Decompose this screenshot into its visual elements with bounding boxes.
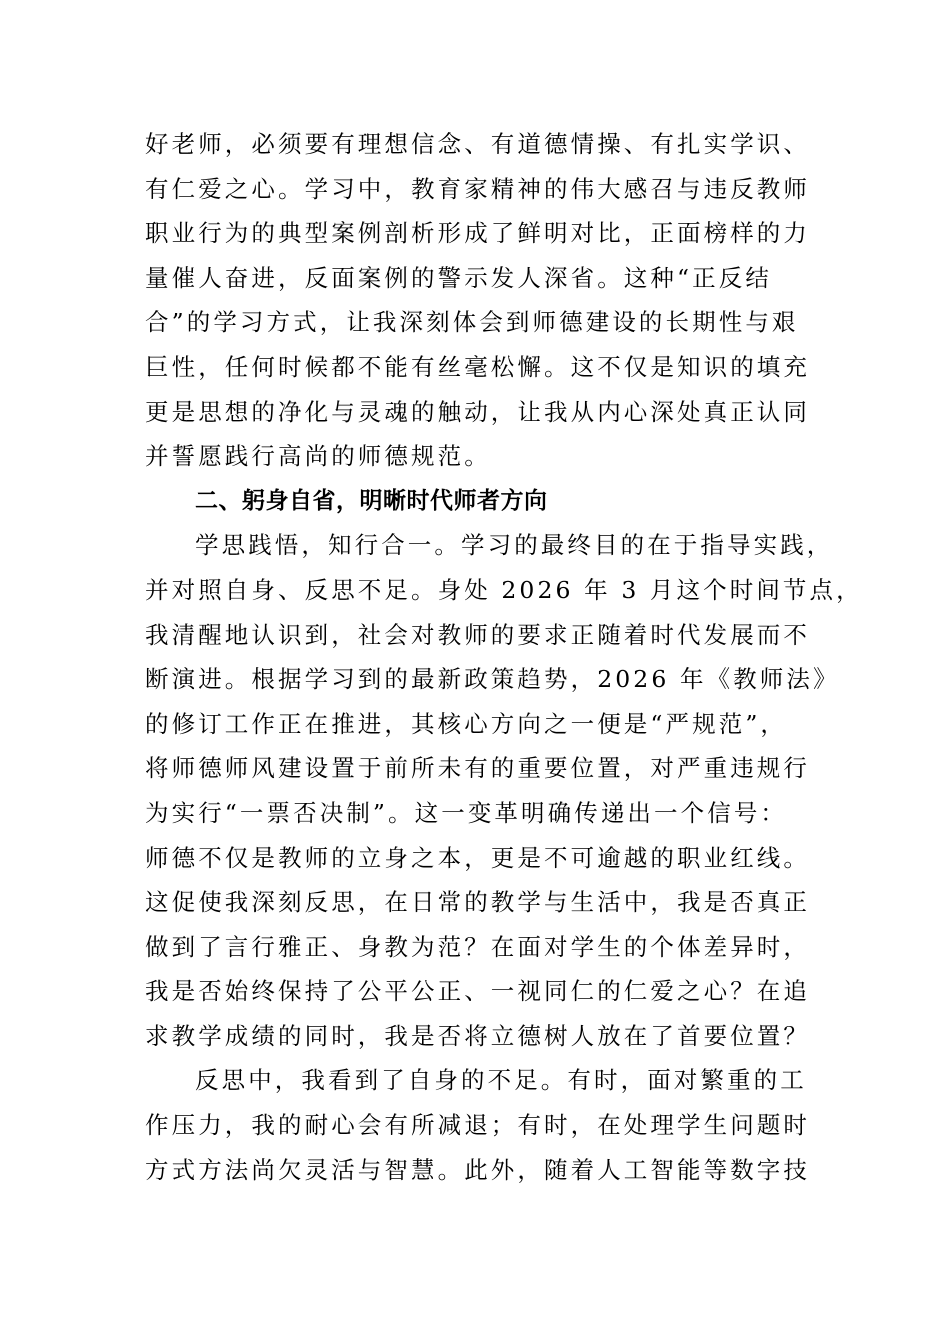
text-line: 的修订工作正在推进，其核心方向之一便是“严规范”， (145, 709, 788, 738)
text-line: 有仁爱之心。学习中，教育家精神的伟大感召与违反教师 (145, 174, 810, 203)
text-line: 做到了言行雅正、身教为范？在面对学生的个体差异时， (145, 932, 810, 961)
text-line: 我清醒地认识到，社会对教师的要求正随着时代发展而不 (145, 620, 810, 649)
text-line: 反思中，我看到了自身的不足。有时，面对繁重的工 (195, 1066, 807, 1095)
text-line: 合”的学习方式，让我深刻体会到师德建设的长期性与艰 (145, 308, 799, 337)
text-line: 好老师，必须要有理想信念、有道德情操、有扎实学识、 (145, 130, 810, 158)
text-line: 并誓愿践行高尚的师德规范。 (145, 442, 491, 471)
text-line: 职业行为的典型案例剖析形成了鲜明对比，正面榜样的力 (145, 219, 810, 248)
document-page (145, 122, 863, 1192)
text-line: 我是否始终保持了公平公正、一视同仁的仁爱之心？在追 (145, 977, 810, 1006)
paragraph-reflection (145, 523, 863, 1058)
text-line: 求教学成绩的同时，我是否将立德树人放在了首要位置？ (145, 1021, 810, 1050)
text-line: 断演进。根据学习到的最新政策趋势，2026 年《教师法》 (145, 665, 840, 694)
paragraph-continuation (145, 122, 810, 479)
text-line: 为实行“一票否决制”。这一变革明确传递出一个信号： (145, 798, 788, 827)
text-line: 师德不仅是教师的立身之本，更是不可逾越的职业红线。 (145, 843, 810, 872)
text-line: 巨性，任何时候都不能有丝毫松懈。这不仅是知识的填充 (145, 352, 810, 381)
text-line: 学思践悟，知行合一。学习的最终目的在于指导实践， (195, 531, 834, 560)
text-line: 这促使我深刻反思，在日常的教学与生活中，我是否真正 (145, 888, 810, 917)
text-line: 并对照自身、反思不足。身处 2026 年 3 月这个时间节点， (145, 575, 863, 604)
text-line: 方式方法尚欠灵活与智慧。此外，随着人工智能等数字技 (145, 1155, 810, 1184)
text-line: 将师德师风建设置于前所未有的重要位置，对严重违规行 (145, 754, 810, 783)
text-line: 更是思想的净化与灵魂的触动，让我从内心深处真正认同 (145, 397, 810, 426)
paragraph-shortcomings (145, 1058, 810, 1192)
text-line: 作压力，我的耐心会有所减退；有时，在处理学生问题时 (145, 1111, 810, 1140)
text-line: 量催人奋进，反面案例的警示发人深省。这种“正反结 (145, 263, 772, 292)
section-heading: 二、躬身自省，明晰时代师者方向 (195, 487, 548, 514)
